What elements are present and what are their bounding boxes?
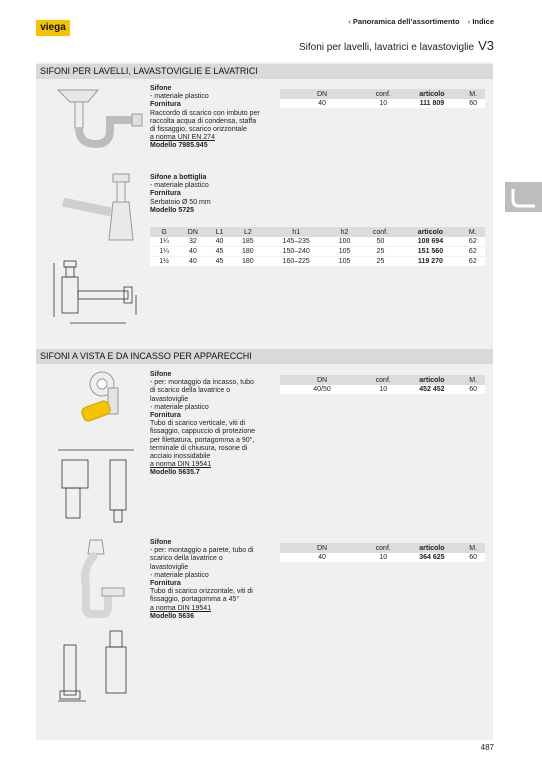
cell: 40 [280, 553, 364, 563]
cell: 150–240 [264, 247, 328, 257]
col-header: M. [461, 543, 485, 553]
norm-link[interactable]: a norma DIN 19541 [150, 604, 212, 612]
norm-link[interactable]: a norma UNI EN 274 [150, 134, 215, 142]
table-header-row [280, 375, 485, 385]
cell: 60 [461, 553, 485, 563]
product-title: Sifone a bottiglia [150, 174, 207, 181]
page-subtitle [299, 38, 494, 53]
table-row [280, 385, 485, 395]
article-number[interactable]: 151 560 [400, 247, 460, 257]
col-header: DN [280, 375, 364, 385]
product-title: Sifone [150, 539, 172, 546]
model-number: Modello 7985.945 [150, 142, 208, 150]
col-header: h1 [264, 227, 328, 237]
col-header: G [150, 227, 178, 237]
model-number: Modello 5635.7 [150, 469, 200, 477]
cell: 160–225 [264, 257, 328, 267]
col-header: L1 [207, 227, 231, 237]
cell: 45 [207, 247, 231, 257]
product-feature: di scarico della lavatrice o [150, 387, 231, 395]
cell: 1¼ [150, 237, 178, 247]
cell: 62 [461, 257, 485, 267]
table-header-row [150, 227, 485, 237]
cell: 105 [328, 257, 360, 267]
supply-line: Raccordo di scarico con imbuto per [150, 109, 260, 117]
article-number[interactable]: 111 809 [403, 99, 462, 109]
chapter-tab[interactable] [505, 182, 542, 212]
product-feature: - materiale plastico [150, 571, 209, 579]
col-header: articolo [403, 543, 462, 553]
product-feature: lavastoviglie [150, 563, 189, 571]
index-link[interactable]: ‹ Indice [467, 17, 494, 26]
wall-siphon-image [62, 536, 142, 618]
table-row [280, 553, 485, 563]
article-number[interactable]: 108 694 [400, 237, 460, 247]
section-heading-appliances: SIFONI A VISTA E DA INCASSO PER APPARECCHI [36, 349, 493, 364]
cell: 25 [361, 257, 401, 267]
wall-siphon-dimension-drawing [52, 625, 142, 705]
section-heading-sinks: SIFONI PER LAVELLI, LAVASTOVIGLIE E LAVATRICI [36, 64, 493, 79]
col-header: articolo [403, 89, 462, 99]
supply-line: fissaggio, cappuccio di protezione [150, 428, 256, 436]
page-number: 487 [480, 743, 494, 752]
table-row [150, 257, 485, 267]
product-feature: - materiale plastico [150, 182, 209, 190]
product-description-4 [150, 539, 280, 621]
col-header: DN [178, 227, 207, 237]
bottle-siphon-dimension-drawing [48, 255, 143, 330]
supply-line: Tubo di scarico verticale, viti di [150, 420, 246, 428]
cell: 180 [232, 257, 264, 267]
cell: 180 [232, 247, 264, 257]
top-navigation [342, 17, 494, 26]
product-feature: scarico della lavatrice o [150, 555, 223, 563]
cell: 1¼ [150, 247, 178, 257]
cell: 45 [207, 257, 231, 267]
cell: 10 [364, 99, 403, 109]
product-description-2 [150, 174, 280, 215]
col-header: L2 [232, 227, 264, 237]
cell: 145–235 [264, 237, 328, 247]
cell: 1½ [150, 257, 178, 267]
supply-line: fissaggio, portagomma a 45° [150, 596, 240, 604]
col-header: h2 [328, 227, 360, 237]
product-feature: - materiale plastico [150, 403, 209, 411]
supply-line: acciaio inossidabile [150, 453, 211, 461]
recessed-siphon-image [68, 368, 144, 440]
col-header: conf. [364, 375, 403, 385]
article-number[interactable]: 364 625 [403, 553, 462, 563]
bottle-siphon-image [55, 172, 145, 247]
cell: 32 [178, 237, 207, 247]
cell: 25 [361, 247, 401, 257]
supply-label: Fornitura [150, 101, 181, 109]
article-table-2 [150, 227, 485, 267]
product-feature: - materiale plastico [150, 93, 209, 101]
cell: 40/50 [280, 385, 364, 395]
article-table-4 [280, 543, 485, 563]
col-header: conf. [364, 543, 403, 553]
col-header: DN [280, 543, 364, 553]
model-number: Modello 5725 [150, 206, 194, 214]
col-header: M. [461, 227, 485, 237]
col-header: articolo [400, 227, 460, 237]
cell: 40 [178, 247, 207, 257]
product-feature: - per: montaggio da incasso, tubo [150, 379, 254, 387]
overview-link[interactable]: ‹ Panoramica dell’assortimento [348, 17, 460, 26]
supply-label: Fornitura [150, 412, 181, 420]
model-number: Modello 5636 [150, 612, 194, 620]
product-title: Sifone [150, 85, 172, 92]
col-header: conf. [364, 89, 403, 99]
cell: 185 [232, 237, 264, 247]
cell: 10 [364, 385, 403, 395]
table-row [150, 237, 485, 247]
product-feature: lavastoviglie [150, 395, 189, 403]
col-header: M. [461, 375, 485, 385]
col-header: articolo [403, 375, 462, 385]
cell: 60 [461, 385, 485, 395]
supply-line: Tubo di scarico orizzontale, viti di [150, 588, 253, 596]
supply-label: Fornitura [150, 580, 181, 588]
product-description-1 [150, 85, 280, 151]
cell: 105 [328, 247, 360, 257]
cell: 50 [361, 237, 401, 247]
article-table-3 [280, 375, 485, 395]
product-title: Sifone [150, 371, 172, 378]
article-number[interactable]: 452 452 [403, 385, 462, 395]
supply-line: terminale di chiusura, rosone di [150, 444, 248, 452]
cell: 40 [207, 237, 231, 247]
table-header-row [280, 89, 485, 99]
col-header: DN [280, 89, 364, 99]
chapter-code: V3 [478, 38, 494, 53]
product-description-3 [150, 371, 280, 478]
norm-link[interactable]: a norma DIN 19541 [150, 461, 212, 469]
cell: 40 [280, 99, 364, 109]
table-header-row [280, 543, 485, 553]
cell: 100 [328, 237, 360, 247]
subtitle-text: Sifoni per lavelli, lavatrici e lavastoviglie [299, 42, 475, 53]
siphon-tab-icon [505, 182, 542, 212]
cell: 60 [461, 99, 485, 109]
col-header: conf. [361, 227, 401, 237]
viega-logo: viega [36, 20, 70, 36]
recessed-siphon-dimension-drawing [52, 440, 142, 525]
cell: 10 [364, 553, 403, 563]
supply-line: per filettatura, portagomma a 90°, [150, 436, 255, 444]
table-row [150, 247, 485, 257]
product-feature: - per: montaggio a parete, tubo di [150, 547, 254, 555]
article-table-1 [280, 89, 485, 109]
cell: 62 [461, 247, 485, 257]
supply-line: di fissaggio, scarico orizzontale [150, 126, 247, 134]
siphon-image-1 [48, 82, 148, 152]
table-row [280, 99, 485, 109]
supply-line: Serbatoio Ø 50 mm [150, 198, 211, 206]
article-number[interactable]: 119 270 [400, 257, 460, 267]
supply-line: raccolta acqua di condensa, staffa [150, 117, 257, 125]
supply-label: Fornitura [150, 190, 181, 198]
cell: 40 [178, 257, 207, 267]
cell: 62 [461, 237, 485, 247]
col-header: M. [461, 89, 485, 99]
